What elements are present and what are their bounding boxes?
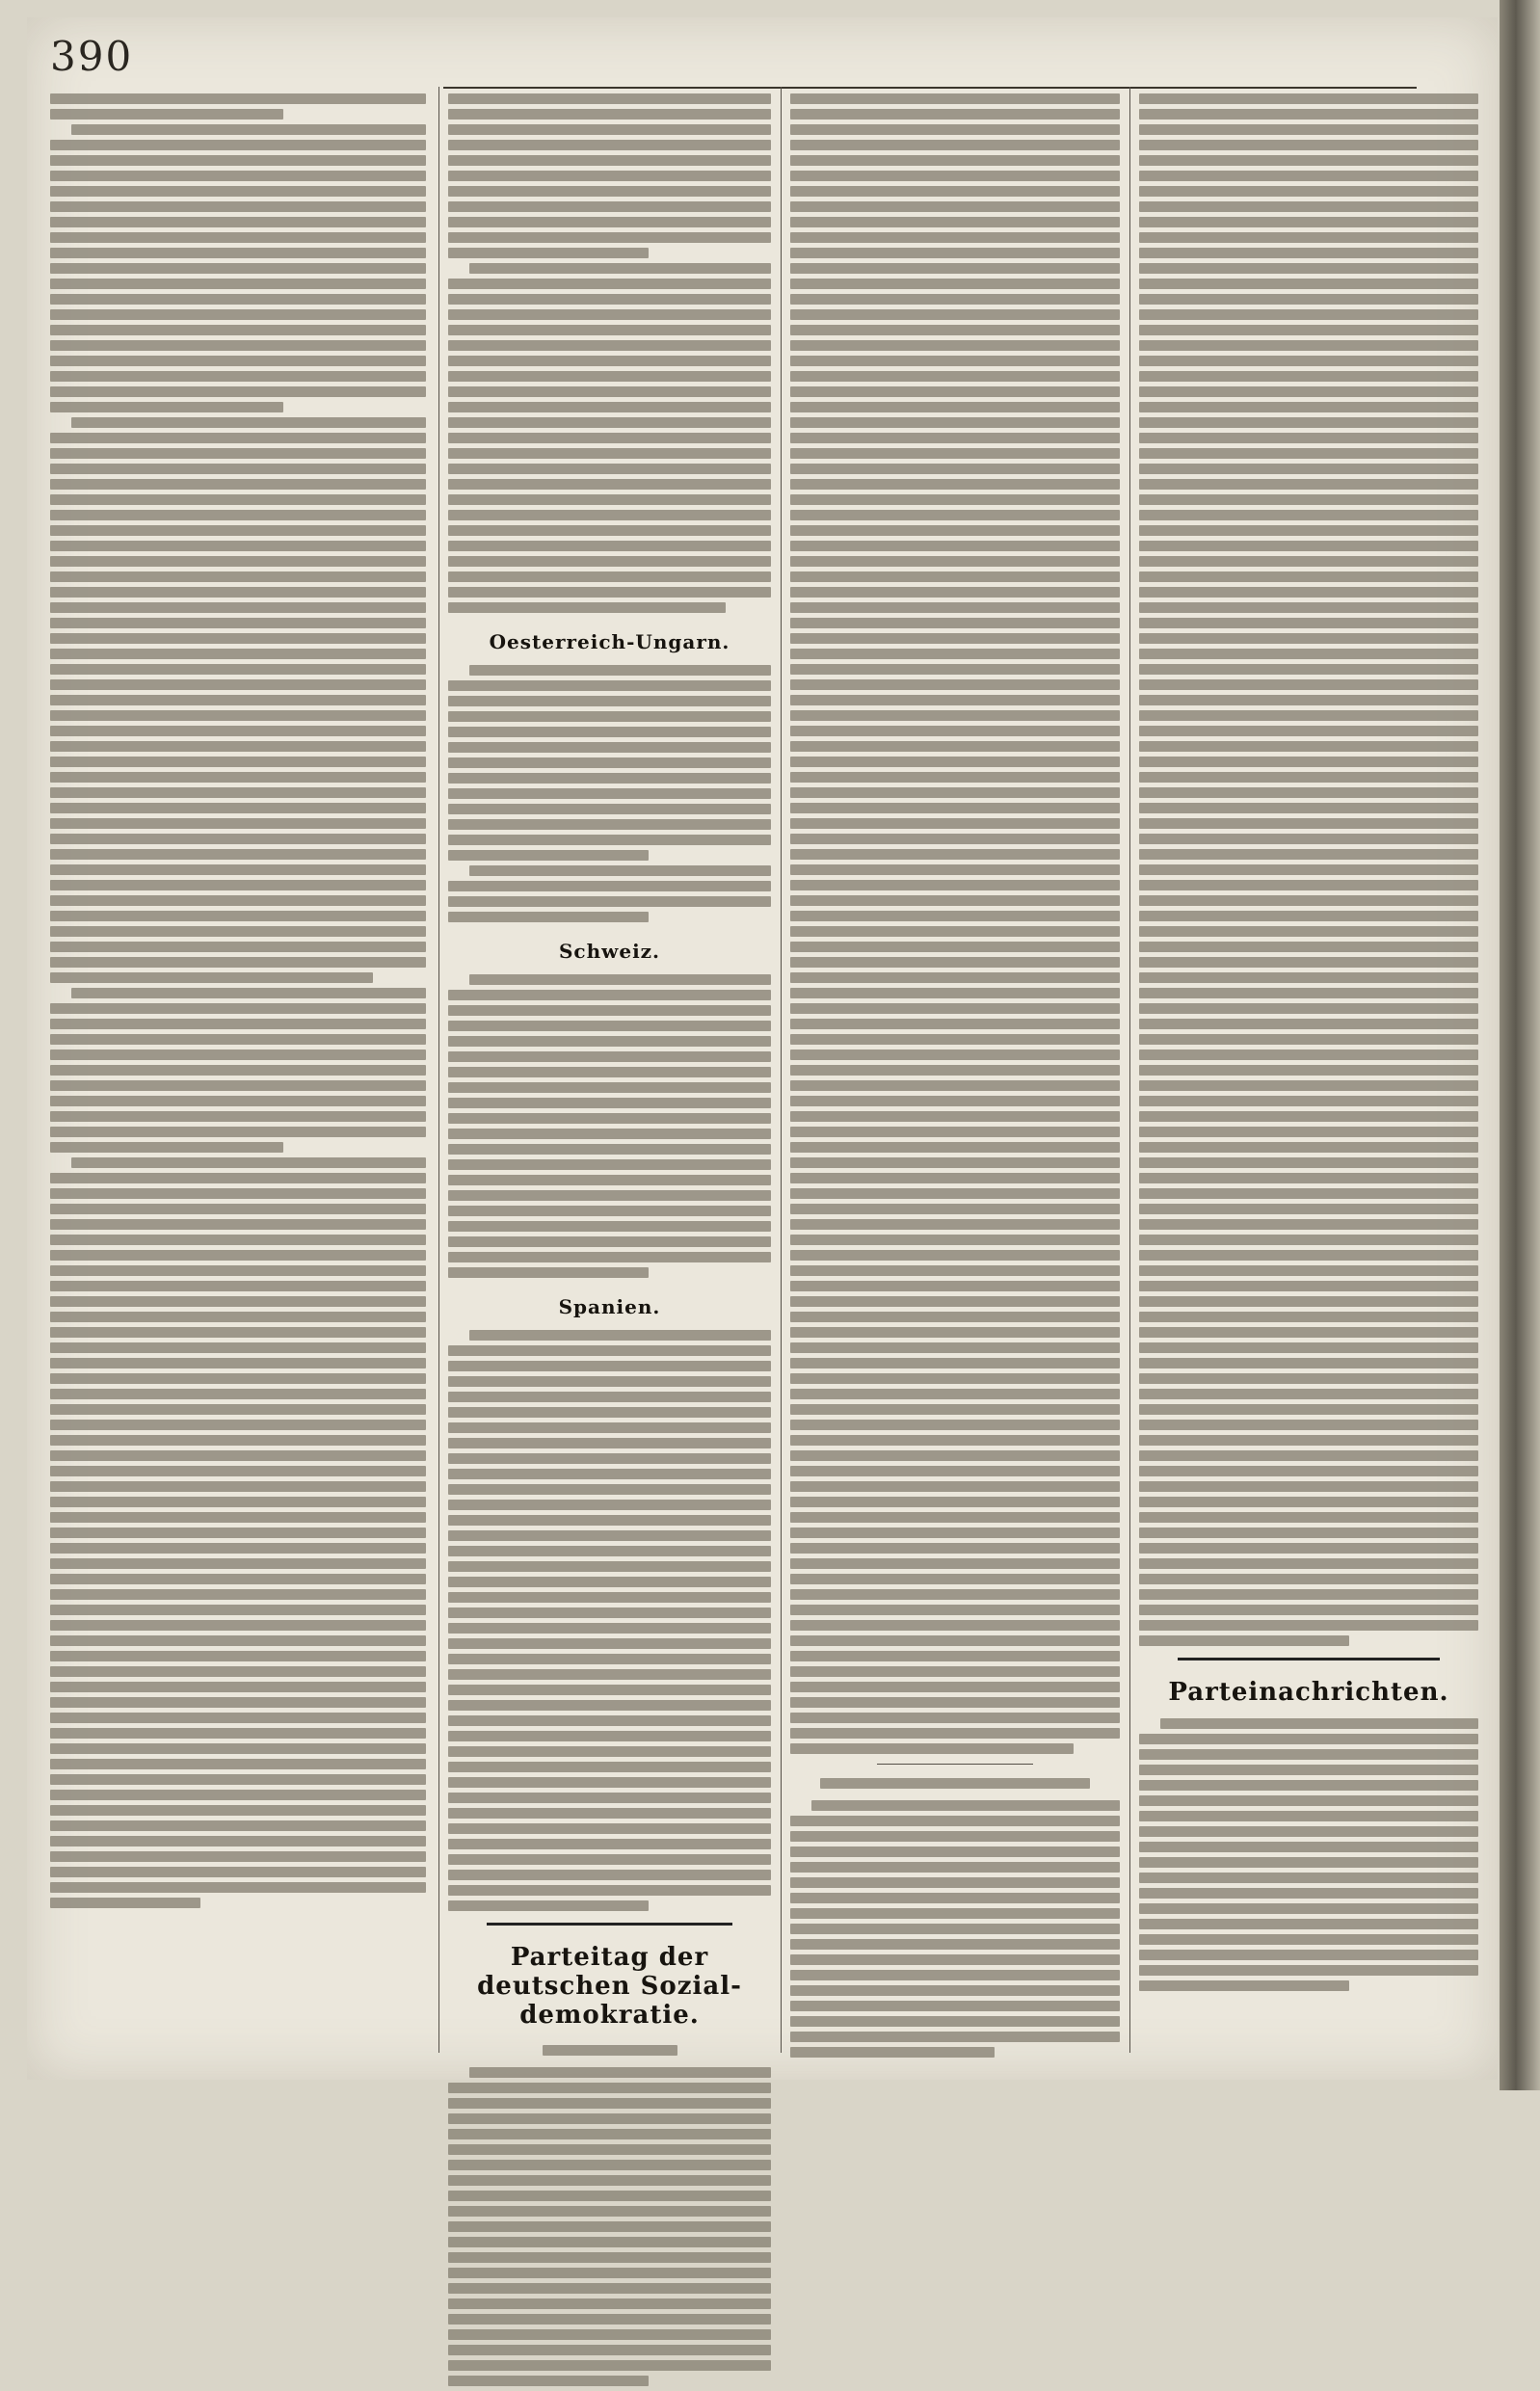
column-2: [448, 89, 771, 2391]
column-4: [1139, 89, 1478, 1996]
section-heading-austria: Oesterreich-Ungarn.: [489, 630, 730, 653]
subheading-placeholder: [448, 2041, 771, 2059]
section-heading-party-congress: Parteitag der deutschen Sozial-demokratie.: [477, 1943, 742, 2030]
column-1: [50, 89, 426, 1913]
column-separator: [438, 87, 439, 2053]
column-separator: [1129, 87, 1130, 2053]
section-heading-spain: Spanien.: [558, 1295, 661, 1318]
page-number: 390: [50, 33, 134, 80]
proceedings-heading-placeholder: [790, 1774, 1120, 1793]
section-heading-party-news: Parteinachrichten.: [1168, 1678, 1449, 1707]
page-edge: [1500, 0, 1540, 2090]
column-3: [790, 89, 1120, 2062]
column-separator: [781, 87, 782, 2053]
section-heading-switzerland: Schweiz.: [558, 940, 661, 963]
